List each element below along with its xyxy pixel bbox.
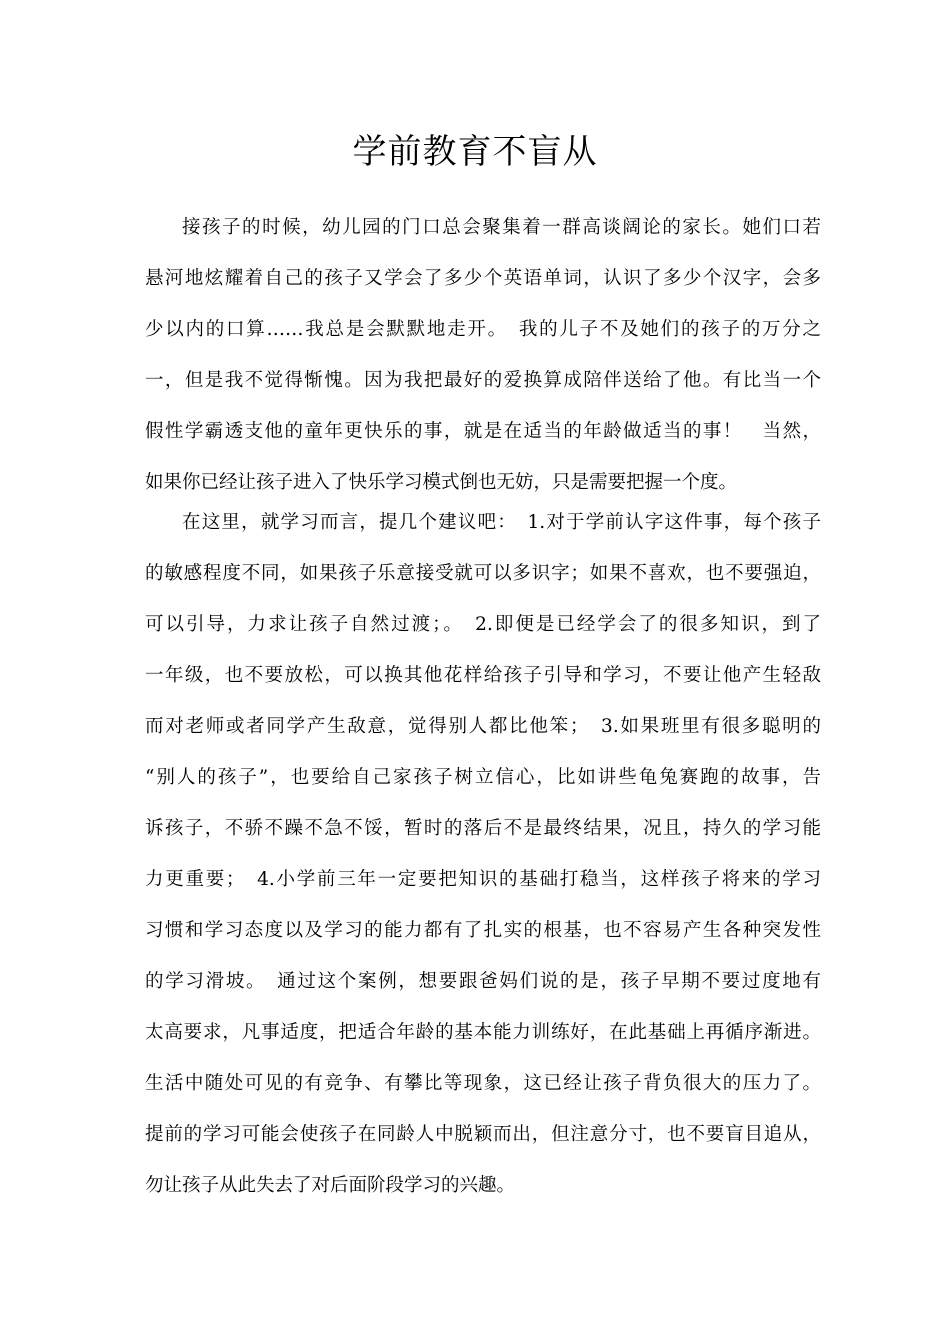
paragraph-2-line-9: 习惯和学习态度以及学习的能力都有了扎实的根基，也不容易产生各种突发性 (145, 920, 821, 941)
paragraph-2 (145, 497, 821, 1211)
paragraph-1-line-3: 少以内的口算……我总是会默默地走开。 我的儿子不及她们的孩子的万分之 (145, 319, 821, 340)
document-title: 学前教育不盲从 (352, 132, 598, 172)
paragraph-2-line-10: 的学习滑坡。 通过这个案例，想要跟爸妈们说的是，孩子早期不要过度地有 (145, 971, 821, 992)
paragraph-2-line-5: 而对老师或者同学产生敌意，觉得别人都比他笨； 3.如果班里有很多聪明的 (145, 716, 821, 737)
paragraph-1-line-2: 悬河地炫耀着自己的孩子又学会了多少个英语单词，认识了多少个汉字，会多 (145, 268, 821, 289)
paragraph-2-line-14: 勿让孩子从此失去了对后面阶段学习的兴趣。 (145, 1175, 516, 1196)
paragraph-2-line-12: 生活中随处可见的有竞争、有攀比等现象，这已经让孩子背负很大的压力了。 (145, 1073, 821, 1094)
paragraph-1-line-6: 如果你已经让孩子进入了快乐学习模式倒也无妨，只是需要把握一个度。 (145, 472, 738, 493)
paragraph-2-line-1: 在这里，就学习而言，提几个建议吧： 1.对于学前认字这件事，每个孩子 (182, 512, 821, 533)
paragraph-1-line-4: 一，但是我不觉得惭愧。因为我把最好的爱换算成陪伴送给了他。有比当一个 (145, 370, 821, 391)
paragraph-2-line-2: 的敏感程度不同，如果孩子乐意接受就可以多识字；如果不喜欢，也不要强迫， (145, 563, 821, 584)
paragraph-2-line-4: 一年级，也不要放松，可以换其他花样给孩子引导和学习，不要让他产生轻敌 (145, 665, 821, 686)
paragraph-2-line-6: “别人的孩子”，也要给自己家孩子树立信心，比如讲些龟兔赛跑的故事，告 (145, 767, 821, 788)
paragraph-1 (145, 202, 821, 508)
paragraph-2-line-7: 诉孩子，不骄不躁不急不馁，暂时的落后不是最终结果，况且，持久的学习能 (145, 818, 821, 839)
paragraph-1-line-1: 接孩子的时候，幼儿园的门口总会聚集着一群高谈阔论的家长。她们口若 (182, 217, 821, 238)
paragraph-2-line-11: 太高要求，凡事适度，把适合年龄的基本能力训练好，在此基础上再循序渐进。 (145, 1022, 821, 1043)
paragraph-1-line-5: 假性学霸透支他的童年更快乐的事，就是在适当的年龄做适当的事！ 当然， (145, 421, 821, 442)
paragraph-2-line-8: 力更重要； 4.小学前三年一定要把知识的基础打稳当，这样孩子将来的学习 (145, 869, 821, 890)
paragraph-2-line-3: 可以引导，力求让孩子自然过渡；。 2.即便是已经学会了的很多知识，到了 (145, 614, 821, 635)
paragraph-2-line-13: 提前的学习可能会使孩子在同龄人中脱颖而出，但注意分寸，也不要盲目追从， (145, 1124, 821, 1145)
